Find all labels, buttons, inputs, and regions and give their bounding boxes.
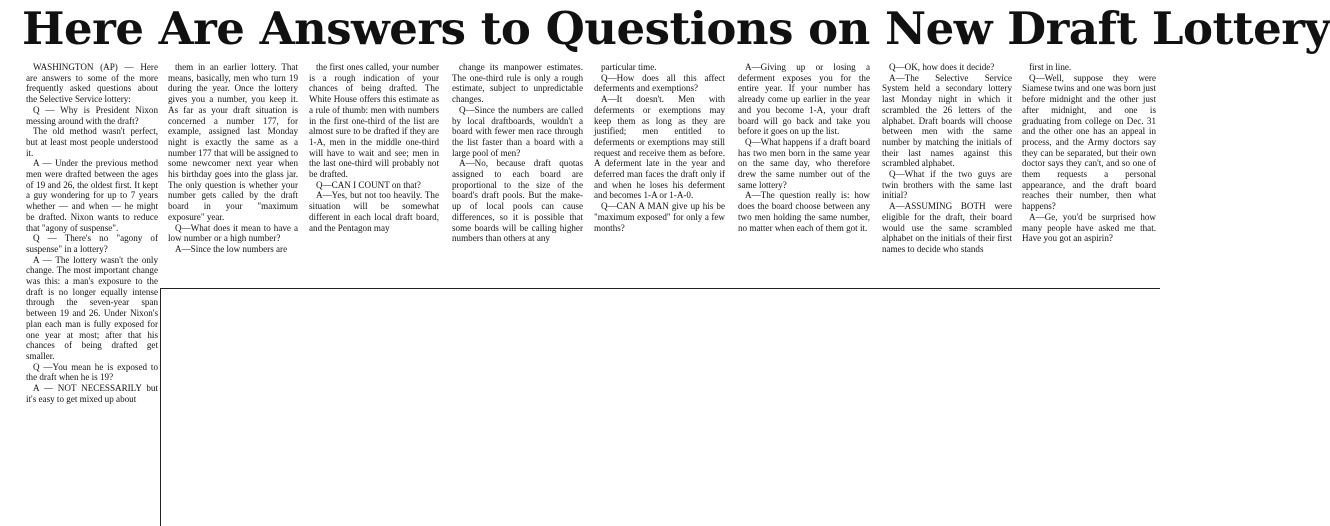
paragraph: Q—CAN I COUNT on that? (316, 179, 421, 190)
paragraph: Q—OK, how does it decide? (889, 62, 995, 72)
article-column-6 (738, 62, 870, 233)
paragraph: A—The question really is: how does the board choose between any two men holding the same number, no matter when each of them got it. (738, 190, 870, 233)
paragraph: them in an earlier lottery. That means, basically, men who turn 19 during the year. Once the lottery gives you a number, you keep it. As far as your draft situation is concerned a number 177, for example, assigned last Monday night is exactly the same as a number 177 that will be assigned to some newcomer next year when his birthday goes into the glass jar. The only question is whether your number gets called by the draft board in your "maximum exposure" year. (168, 62, 298, 222)
paragraph: Q—What if the two guys are twin brothers with the same last initial? (882, 169, 1012, 201)
paragraph: The old method wasn't perfect, but at least most people understood it. (26, 126, 158, 158)
section-rule (160, 288, 1160, 289)
paragraph: A—ASSUMING BOTH were eligible for the draft, their board would use the same scrambled alphabet on the initials of their first names to decide who stands (882, 201, 1012, 254)
paragraph: A—The Selective Service System held a secondary lottery last Monday night in which it scrambled the 26 letters of the alphabet. Draft boards will choose between men with the same number by matching the initials of their last names against this scrambled alphabet. (882, 72, 1012, 169)
paragraph: Q—Since the numbers are called by local draftboards, wouldn't a board with fewer men race through the list faster than a board with a large pool of men? (452, 104, 583, 158)
article-column-5 (594, 62, 725, 233)
article-column-1 (26, 62, 158, 405)
paragraph: Q—How does all this affect deferments and exemptions? (594, 72, 725, 94)
paragraph: particular time. (601, 62, 657, 72)
paragraph: A—Giving up or losing a deferment exposes you for the entire year. If your number has already come up earlier in the year and you become 1-A, your draft board will go back and take you before it goes on up the list. (738, 62, 870, 137)
article-column-3 (309, 62, 439, 233)
paragraph: Q—What does it mean to have a low number or a high number? (168, 222, 298, 244)
paragraph: Q —You mean he is exposed to the draft when he is 19? (26, 361, 158, 383)
paragraph: Q — Why is President Nixon messing around with the draft? (26, 104, 158, 126)
paragraph: Q—CAN A MAN give up his be "maximum exposed" for only a few months? (594, 201, 725, 233)
paragraph: A—Ge, you'd be surprised how many people have asked me that. Have you got an aspirin? (1022, 211, 1156, 244)
paragraph: Q—Well, suppose they were Siamese twins and one was born just before midnight and the other just after midnight, and one is graduating from college on Dec. 31 and the other one has an appeal in process, and the Army doctors say they can be separated, but their own doctor says they can't, and so one of them requests a personal appearance, and the draft board reaches their number, then what happens? (1022, 72, 1156, 212)
paragraph: A — Under the previous method men were drafted between the ages of 19 and 26, the oldest first. It kept a guy wondering for up to 7 years whether — and when — he might be drafted. Nixon wants to reduce that "agony of suspense". (26, 158, 158, 233)
paragraph: Q — There's no "agony of suspense" in a lottery? (26, 233, 158, 254)
paragraph: Q—What happens if a draft board has two men born in the same year on the same day, who therefore drew the same number out of the same lottery? (738, 136, 870, 190)
paragraph: A—Yes, but not too heavily. The situation will be somewhat different in each local draft board, and the Pentagon may (309, 190, 439, 233)
paragraph: the first ones called, your number is a rough indication of your chances of being drafted. The White House offers this estimate as a rule of thumb: men with numbers in the first one-third of the list are almost sure to be drafted if they are 1-A, men in the middle one-third will have to wait and see; men in the last one-third will probably not be drafted. (309, 62, 439, 180)
article-column-7 (882, 62, 1012, 255)
paragraph: A—It doesn't. Men with deferments or exemptions may keep them as long as they are justified; men entitled to deferments or exemptions may still request and receive them as before. A deferment late in the year and deferred man faces the draft only if and when he loses his deferment and becomes 1-A or 1-A-0. (594, 94, 725, 201)
paragraph: A — The lottery wasn't the only change. The most important change was this: a man's exposure to the draft is no longer equally intense through the seven-year span between 19 and 26. Under Nixon's plan each man is fully exposed for one year at most; after that his chances of being drafted get smaller. (26, 254, 158, 361)
paragraph: WASHINGTON (AP) — Here are answers to some of the more frequently asked questions about the Selective Service lottery: (26, 62, 158, 105)
paragraph: A — NOT NECESSARILY but it's easy to get mixed up about (26, 383, 158, 404)
headline: Here Are Answers to Questions on New Draft Lottery (22, 2, 1330, 55)
paragraph: first in line. (1029, 62, 1072, 72)
article-column-8 (1022, 62, 1156, 244)
paragraph: A—No, because draft quotas assigned to each board are proportional to the size of the board's draft pools. But the make-up of local pools can cause differences, so it is possible that some boards will be calling higher numbers than others at any (452, 158, 583, 244)
paragraph: change its manpower estimates. The one-third rule is only a rough estimate, subject to unpredictable changes. (452, 62, 583, 105)
article-column-2 (168, 62, 298, 255)
article-column-4 (452, 62, 583, 244)
column-divider (160, 288, 161, 526)
paragraph: A—Since the low numbers are (175, 243, 288, 254)
